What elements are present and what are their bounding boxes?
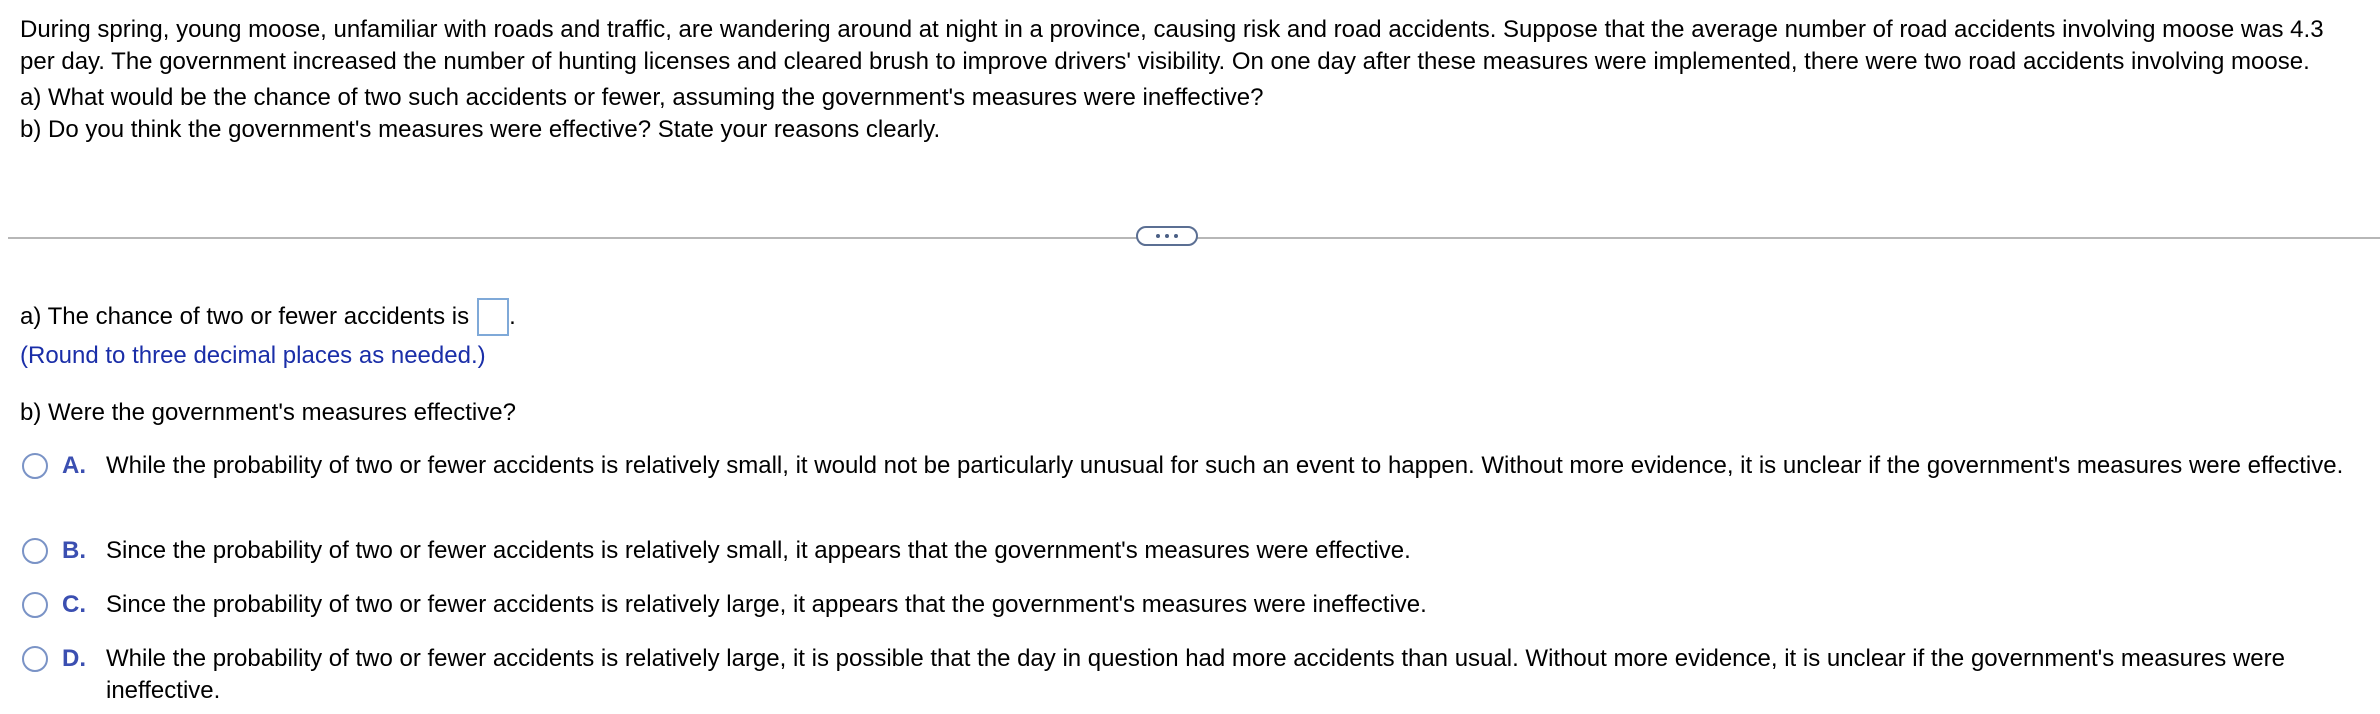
question-part-a: a) What would be the chance of two such accidents or fewer, assuming the government's measures were ineffective? — [20, 84, 1264, 111]
option-c[interactable] — [22, 589, 2362, 621]
option-text[interactable]: While the probability of two or fewer accidents is relatively small, it would not be particularly unusual for such an event to happen. Without more evidence, it is unclear if the government's measures were effective. — [106, 452, 2344, 479]
option-a[interactable] — [22, 450, 2362, 482]
radio-button-a[interactable] — [22, 453, 48, 479]
option-b[interactable] — [22, 535, 2362, 567]
option-text[interactable]: While the probability of two or fewer accidents is relatively large, it is possible that the day in question had more accidents than usual. Without more evidence, it is unclear if the government's measures were ineffective. — [106, 645, 2285, 704]
radio-button-b[interactable] — [22, 538, 48, 564]
answer-part-a-period: . — [509, 303, 516, 330]
option-letter: B. — [62, 537, 86, 564]
option-text[interactable]: Since the probability of two or fewer accidents is relatively large, it appears that the government's measures were ineffective. — [106, 591, 1427, 618]
option-d[interactable] — [22, 643, 2362, 707]
question-stem — [20, 14, 2360, 146]
answer-part-b-prompt: b) Were the government's measures effective? — [20, 399, 516, 426]
answer-input-box[interactable] — [477, 298, 509, 336]
option-letter: C. — [62, 591, 86, 618]
radio-button-d[interactable] — [22, 646, 48, 672]
option-text[interactable]: Since the probability of two or fewer accidents is relatively small, it appears that the government's measures were effective. — [106, 537, 1411, 564]
question-part-b: b) Do you think the government's measures were effective? State your reasons clearly. — [20, 116, 941, 143]
ellipsis-dot-icon — [1174, 234, 1178, 238]
option-letter: A. — [62, 452, 86, 479]
question-paragraph: During spring, young moose, unfamiliar with roads and traffic, are wandering around at night in a province, causing risk and road accidents. Suppose that the average number of road accidents involving moose was 4.3 per day. The government increased the number of hunting licenses and cleared brush to improve drivers' visibility. On one day after these measures were implemented, there were two road accidents involving moose. — [20, 16, 2324, 75]
radio-button-c[interactable] — [22, 592, 48, 618]
option-letter: D. — [62, 645, 86, 672]
answer-part-a — [20, 298, 516, 336]
ellipsis-dot-icon — [1156, 234, 1160, 238]
rounding-hint: (Round to three decimal places as needed.) — [20, 342, 486, 369]
answer-part-a-label: a) The chance of two or fewer accidents is — [20, 303, 470, 330]
ellipsis-dot-icon — [1165, 234, 1169, 238]
expand-ellipsis-button[interactable] — [1136, 226, 1198, 246]
